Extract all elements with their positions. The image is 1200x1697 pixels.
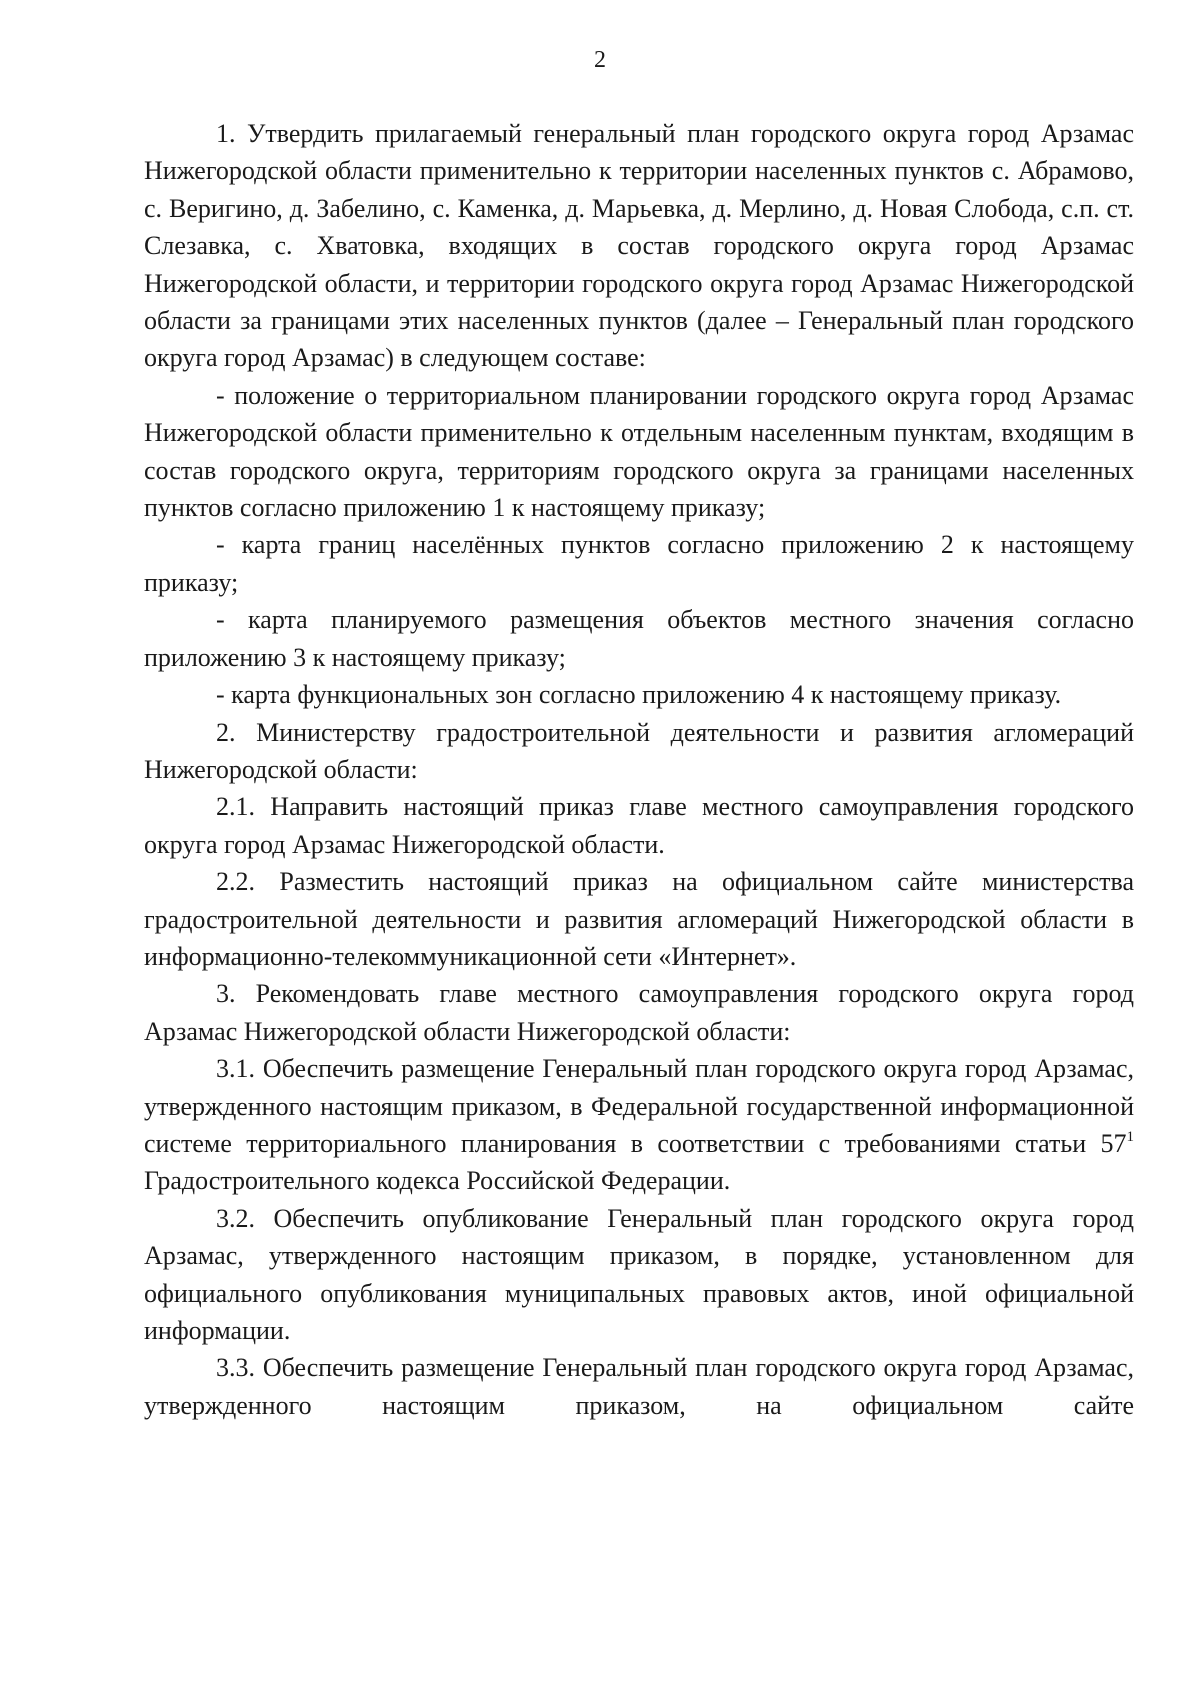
paragraph-3-1	[144, 1050, 1134, 1200]
list-item-objects-map: - карта планируемого размещения объектов местного значения согласно приложению 3 к настоящему приказу;	[144, 605, 1134, 672]
paragraph-3: 3. Рекомендовать главе местного самоуправления городского округа город Арзамас Нижегородской области Нижегородской области:	[144, 979, 1134, 1046]
paragraph-3-2: 3.2. Обеспечить опубликование Генеральный план городского округа город Арзамас, утвержденного настоящим приказом, в порядке, установленном для официального опубликования муниципальных правовых актов, иной официальной информации.	[144, 1203, 1134, 1345]
paragraph-3-1-tail: Градостроительного кодекса Российской Федерации.	[144, 1166, 731, 1196]
paragraph-2-1: 2.1. Направить настоящий приказ главе местного самоуправления городского округа город Арзамас Нижегородской области.	[144, 792, 1134, 859]
list-item-zones-map: - карта функциональных зон согласно приложению 4 к настоящему приказу.	[216, 680, 1062, 710]
page-number: 2	[594, 47, 606, 73]
list-item-provisions: - положение о территориальном планировании городского округа город Арзамас Нижегородской области применительно к отдельным населенным пунктам, входящим в состав городского округа, территориям городского округа за границами населенных пунктов согласно приложению 1 к настоящему приказу;	[144, 380, 1134, 523]
document-body	[144, 115, 1134, 1424]
paragraph-3-1-text: 3.1. Обеспечить размещение Генеральный план городского округа город Арзамас, утвержденного настоящим приказом, в Федеральной государственной информационной системе территориального планирования в соответствии с требованиями статьи 57	[144, 1054, 1134, 1158]
paragraph-2-2: 2.2. Разместить настоящий приказ на официальном сайте министерства градостроительной деятельности и развития агломераций Нижегородской области в информационно-телекоммуникационной сети «Интернет».	[144, 867, 1134, 971]
article-superscript: 1	[1126, 1128, 1134, 1145]
paragraph-1: 1. Утвердить прилагаемый генеральный план городского округа город Арзамас Нижегородской области применительно к территории населенных пунктов с. Абрамово, с. Веригино, д. Забелино, с. Каменка, д. Марьевка, д. Мерлино, д. Новая Слобода, с.п. ст. Слезавка, с. Хватовка, входящих в состав городского округа город Арзамас Нижегородской области, и территории городского округа город Арзамас Нижегородской области за границами этих населенных пунктов (далее – Генеральный план городского округа город Арзамас) в следующем составе:	[144, 119, 1134, 373]
paragraph-3-3: 3.3. Обеспечить размещение Генеральный план городского округа город Арзамас, утвержденного настоящим приказом, на официальном сайте	[144, 1353, 1134, 1420]
paragraph-2: 2. Министерству градостроительной деятельности и развития агломераций Нижегородской области:	[144, 717, 1134, 784]
list-item-boundaries-map: - карта границ населённых пунктов согласно приложению 2 к настоящему приказу;	[144, 530, 1134, 597]
